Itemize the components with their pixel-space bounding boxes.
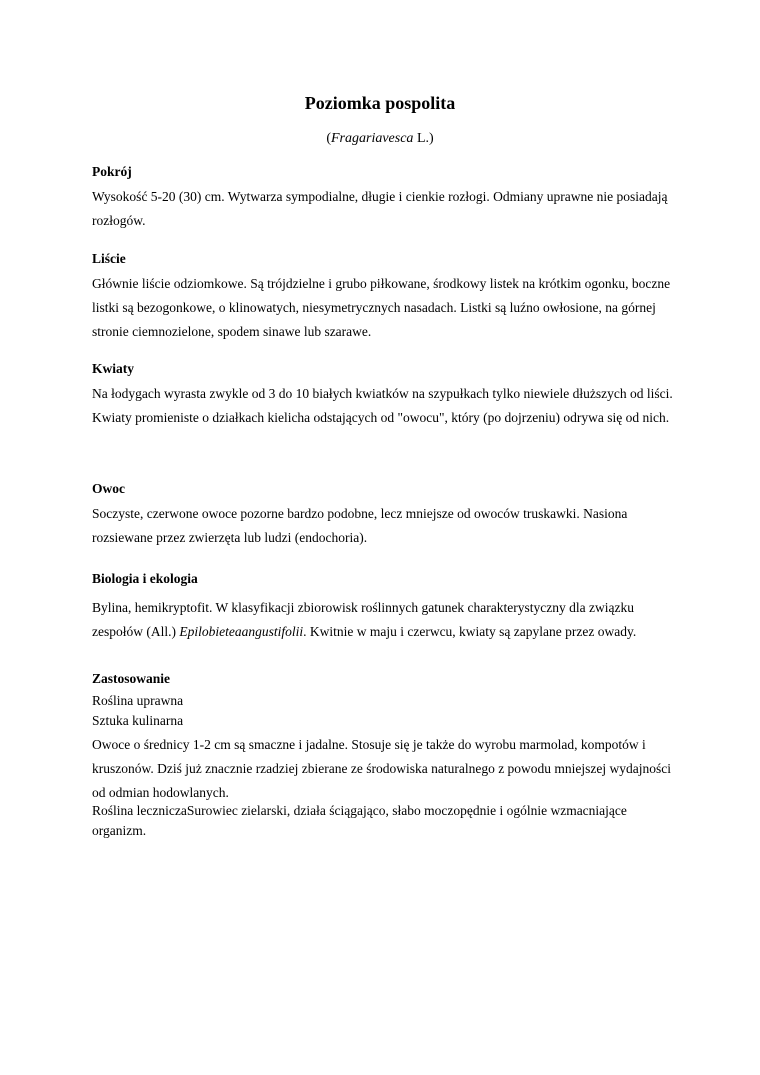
section-text-lecznicza: Roślina leczniczaSurowiec zielarski, działa ściągająco, słabo moczopędnie i ogólnie wzmacniające organizm. <box>92 803 627 838</box>
biologia-text-before: Bylina, hemikryptofit. W klasyfikacji zbiorowisk roślinnych gatunek charakterystyczny dla związku zespołów (All.) <box>92 600 634 639</box>
section-biologia <box>92 570 682 644</box>
section-heading-zastosowanie: Zastosowanie <box>92 671 171 686</box>
latin-name-author: L.) <box>413 131 434 146</box>
page-title: Poziomka pospolita <box>304 93 456 113</box>
section-text-liscie: Głównie liście odziomkowe. Są trójdzielne i grubo piłkowane, środkowy listek na krótkim ogonku, boczne listki są bezogonkowe, o klinowatych, niesymetrycznych nasadach. Listki są luźno owłosione, na górnej stronie ciemnozielone, spodem sinawe lub szarawe. <box>92 276 671 339</box>
biologia-latin: Epilobieteaangustifolii <box>179 624 304 639</box>
section-owoc <box>92 480 682 550</box>
section-text-kwiaty: Na łodygach wyrasta zwykle od 3 do 10 białych kwiatków na szypułkach tylko niewiele dłuższych od liści. Kwiaty promieniste o działkach kielicha odstających od "owocu", który (po dojrzeniu) odrywa się od nich. <box>92 386 673 425</box>
section-liscie <box>92 250 682 344</box>
zastosowanie-line-uprawna: Roślina uprawna <box>92 693 184 708</box>
section-text-owoc: Soczyste, czerwone owoce pozorne bardzo podobne, lecz mniejsze od owoców truskawki. Nasiona rozsiewane przez zwierzęta lub ludzi (endochoria). <box>92 506 628 545</box>
section-heading-owoc: Owoc <box>92 481 125 496</box>
section-heading-kwiaty: Kwiaty <box>92 361 134 376</box>
latin-name-genus: Fragariavesca <box>331 131 414 146</box>
section-pokroj <box>92 163 682 233</box>
section-heading-biologia: Biologia i ekologia <box>92 571 198 586</box>
zastosowanie-line-kulinarna: Sztuka kulinarna <box>92 713 184 728</box>
latin-name <box>0 130 760 148</box>
section-text-zastosowanie: Owoce o średnicy 1-2 cm są smaczne i jadalne. Stosuje się je także do wyrobu marmolad, kompotów i kruszonów. Dziś już znacznie rzadziej zbierane ze środowiska naturalnego z powodu mniejszej wydajności od odmian hodowlanych. <box>92 737 672 800</box>
section-text-biologia <box>92 596 682 644</box>
latin-name-open: ( <box>326 131 331 146</box>
biologia-text-after: . Kwitnie w maju i czerwcu, kwiaty są zapylane przez owady. <box>303 624 637 639</box>
section-heading-pokroj: Pokrój <box>92 164 132 179</box>
section-zastosowanie <box>92 670 682 841</box>
section-kwiaty <box>92 360 682 430</box>
section-text-pokroj: Wysokość 5-20 (30) cm. Wytwarza sympodialne, długie i cienkie rozłogi. Odmiany uprawne nie posiadają rozłogów. <box>92 189 668 228</box>
section-heading-liscie: Liście <box>92 251 126 266</box>
